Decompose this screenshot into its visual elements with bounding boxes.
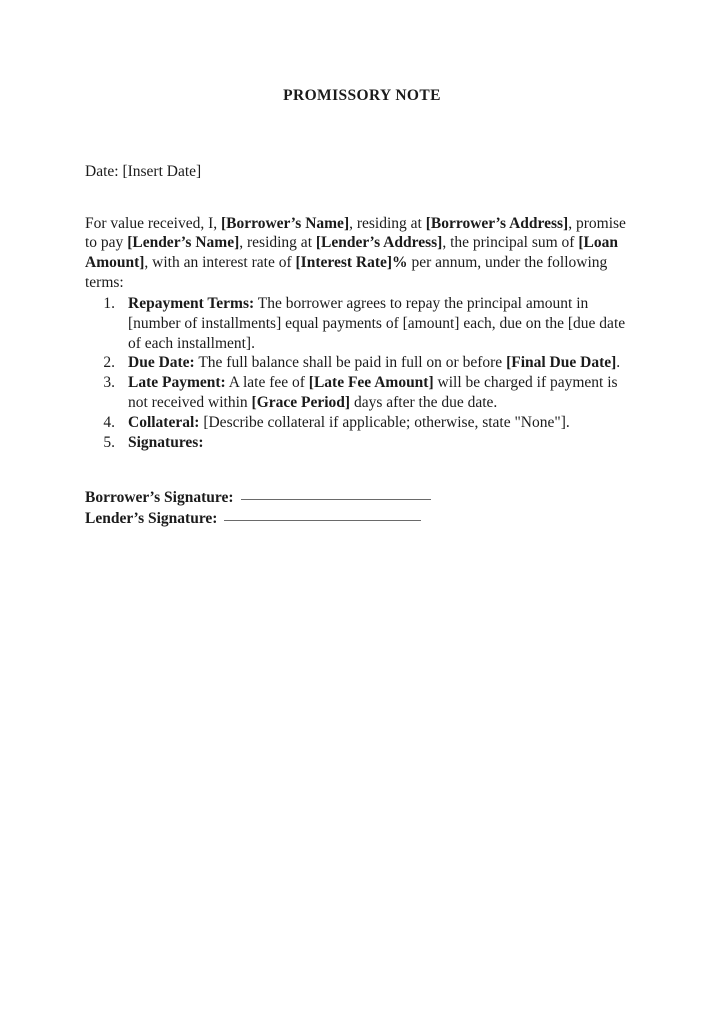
list-marker: 2. <box>103 354 115 372</box>
placeholder-borrower-address: [Borrower’s Address] <box>425 214 569 232</box>
placeholder-grace-period: [Grace Period] <box>251 393 351 411</box>
term-heading-repayment: Repayment Terms: <box>128 295 255 312</box>
borrower-signature-row <box>85 488 645 509</box>
list-marker: 4. <box>103 413 115 431</box>
list-item <box>85 413 641 433</box>
term-body-late-before: A late fee of <box>225 374 309 392</box>
lender-signature-row <box>85 509 645 530</box>
date-line: Date: [Insert Date] <box>85 163 202 180</box>
list-item-content <box>128 433 641 453</box>
signature-block <box>85 488 645 529</box>
intro-segment-2: , residing at <box>349 214 426 232</box>
list-item <box>85 373 641 413</box>
lender-signature-line[interactable] <box>224 520 421 521</box>
term-body-repayment: The borrower agrees to repay the principal amount in [number of installments] equal payments of [amount] each, due on the [due date of each installment]. <box>128 295 626 352</box>
list-marker: 1. <box>103 295 115 312</box>
term-body-collateral: [Describe collateral if applicable; otherwise, state "None"]. <box>199 413 570 431</box>
placeholder-borrower-name: [Borrower’s Name] <box>221 214 350 232</box>
list-item-content <box>128 373 641 413</box>
intro-segment-4: , residing at <box>239 234 316 252</box>
term-body-late-after: days after the due date. <box>350 393 498 411</box>
lender-signature-label: Lender’s Signature: <box>85 509 218 527</box>
placeholder-loan-amount: [Loan Amount] <box>85 234 618 272</box>
term-body-due-date-before: The full balance shall be paid in full on or before <box>194 354 507 372</box>
term-heading-collateral: Collateral: <box>128 413 200 431</box>
placeholder-late-fee-amount: [Late Fee Amount] <box>308 374 434 392</box>
list-item <box>85 433 641 453</box>
term-heading-late-payment: Late Payment: <box>128 374 226 392</box>
placeholder-lender-name: [Lender’s Name] <box>127 234 240 252</box>
intro-segment-7: per annum, under the following terms: <box>85 254 608 291</box>
list-item-content <box>128 294 641 353</box>
intro-paragraph <box>85 214 641 293</box>
intro-segment-5: , the principal sum of <box>442 234 579 252</box>
term-heading-due-date: Due Date: <box>128 354 195 372</box>
list-marker: 3. <box>103 374 115 392</box>
intro-segment-1: For value received, I, <box>85 214 221 232</box>
list-item-content <box>128 413 641 433</box>
terms-list <box>85 294 641 452</box>
list-marker: 5. <box>103 433 115 451</box>
term-body-late-mid: will be charged if payment is not received within <box>128 374 618 411</box>
intro-segment-6: , with an interest rate of <box>144 254 296 272</box>
intro-segment-3: , promise to pay <box>85 214 626 252</box>
term-heading-signatures: Signatures: <box>128 433 204 451</box>
list-item <box>85 294 641 353</box>
list-item <box>85 353 641 373</box>
page-title: PROMISSORY NOTE <box>283 87 441 104</box>
list-item-content <box>128 353 641 373</box>
borrower-signature-line[interactable] <box>241 499 431 500</box>
borrower-signature-label: Borrower’s Signature: <box>85 489 234 506</box>
placeholder-interest-rate: [Interest Rate]% <box>295 254 408 272</box>
term-body-due-date-after: . <box>616 354 621 372</box>
placeholder-final-due-date: [Final Due Date] <box>506 354 617 372</box>
placeholder-lender-address: [Lender’s Address] <box>315 234 443 252</box>
